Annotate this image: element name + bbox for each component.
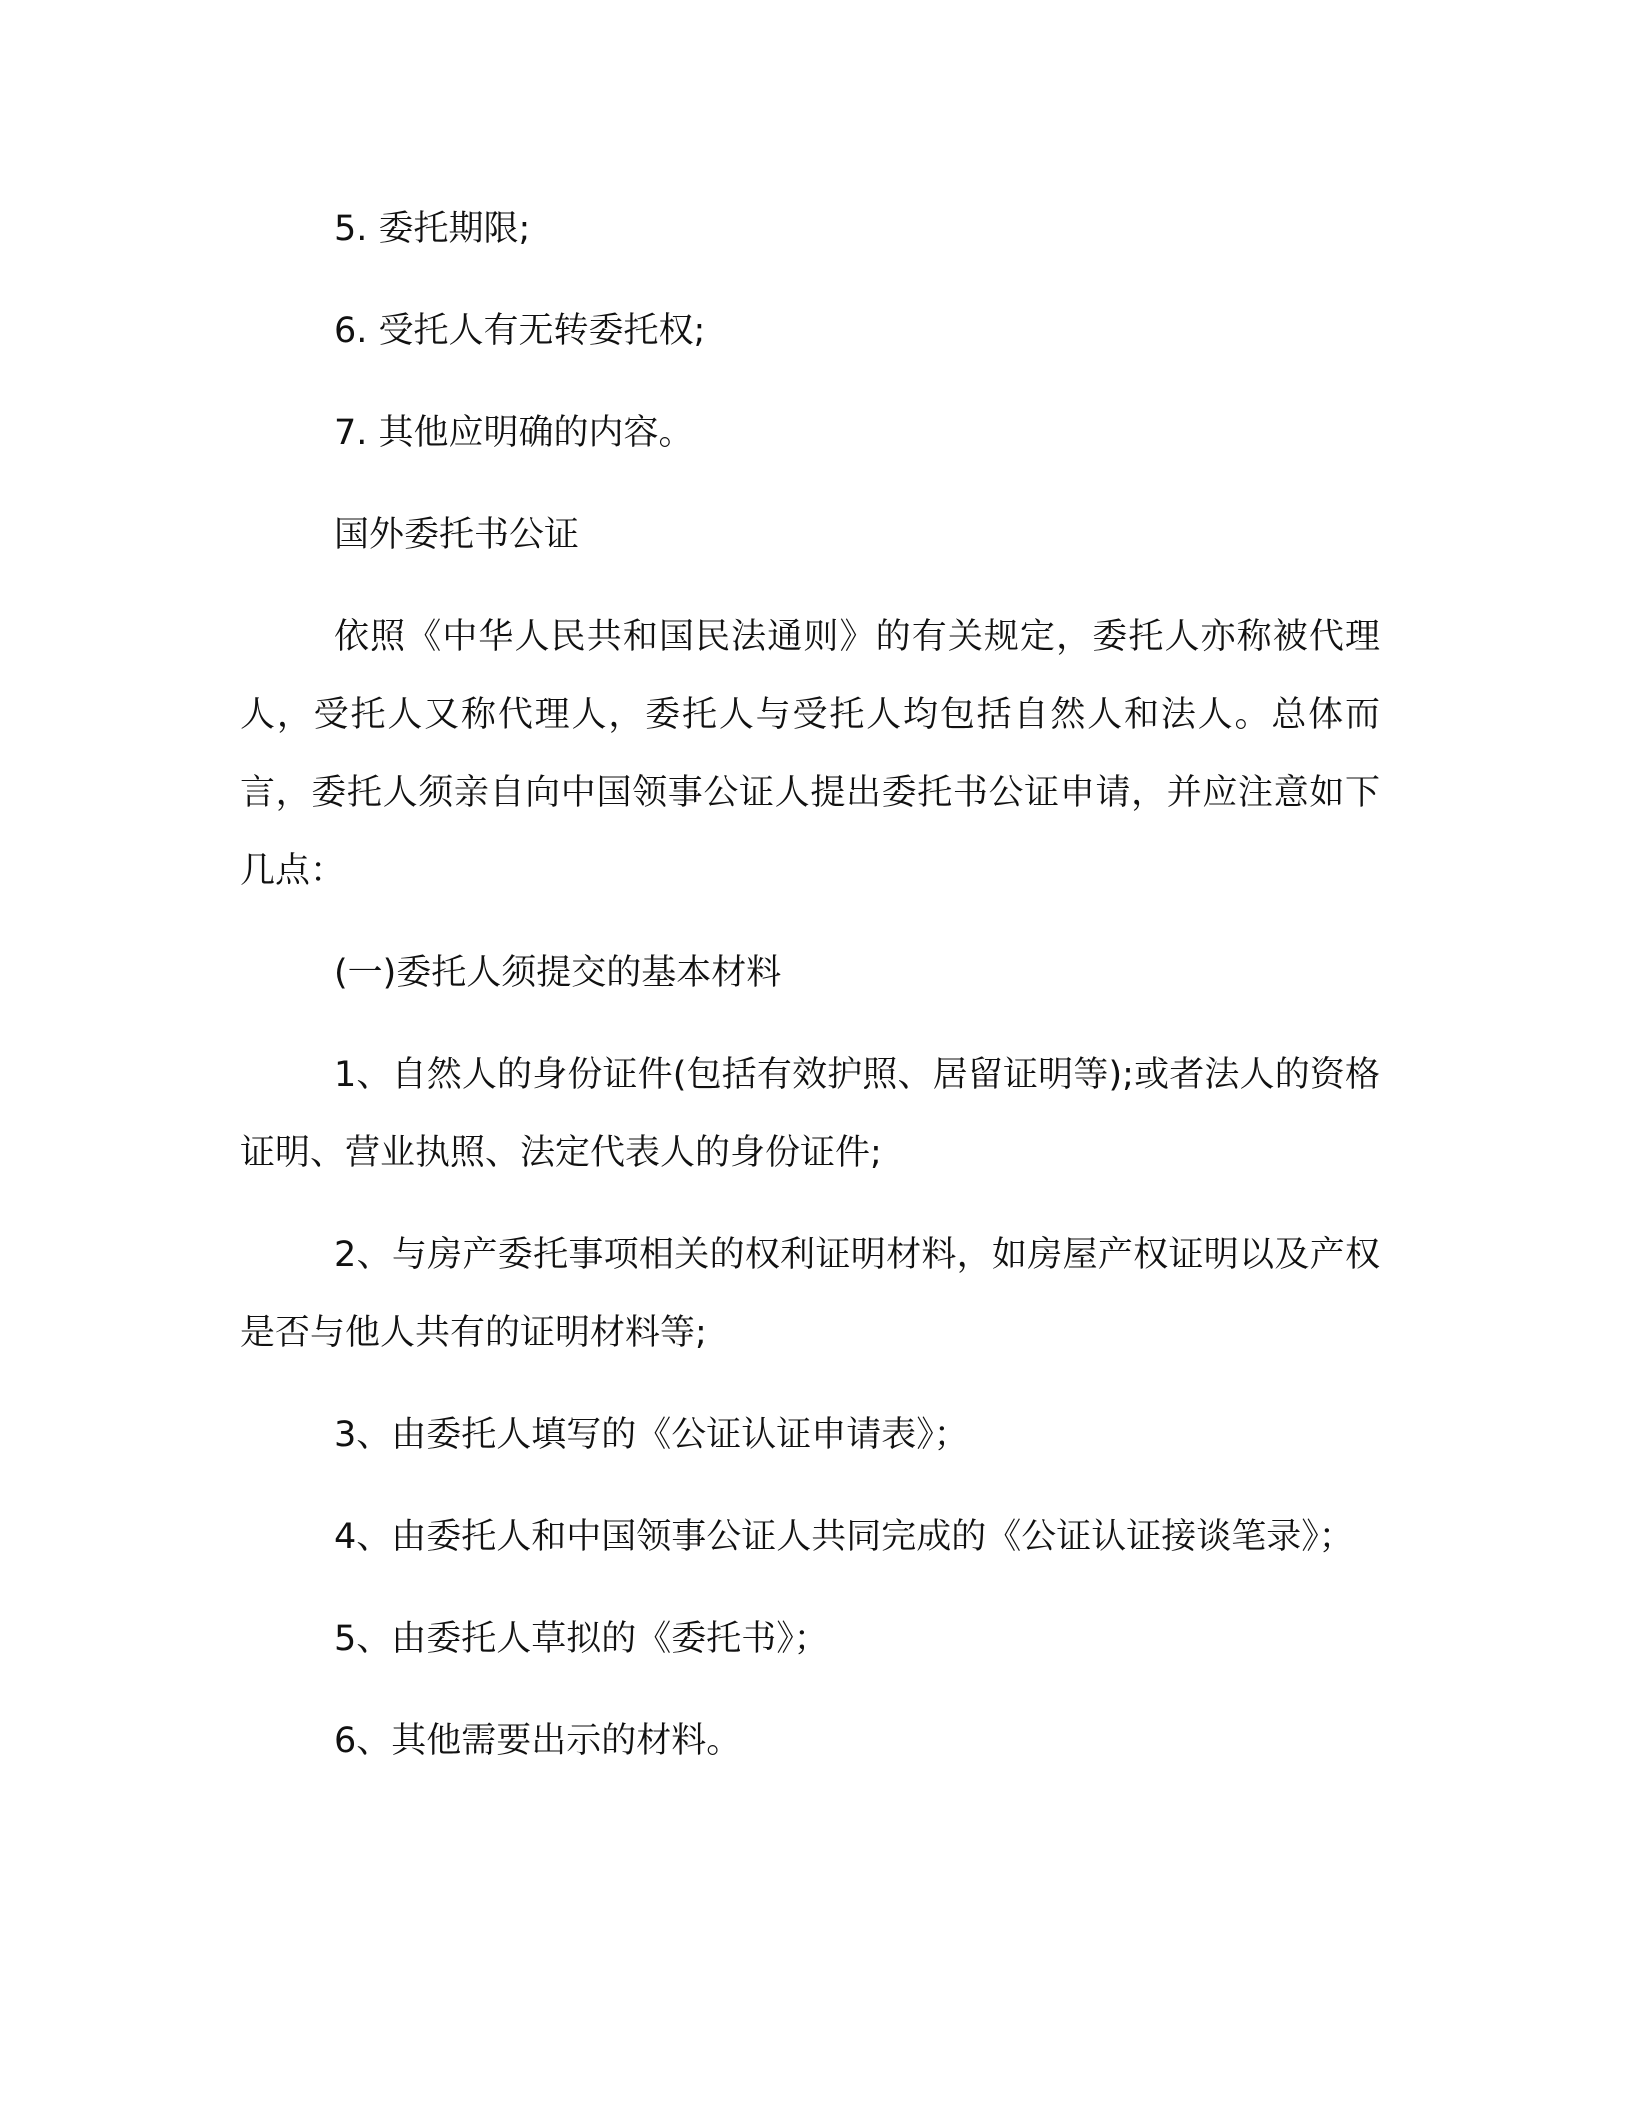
material-item-1: 1、自然人的身份证件(包括有效护照、居留证明等);或者法人的资格证明、营业执照、法定代表人的身份证件; <box>240 1055 1380 1173</box>
subsection-heading: (一)委托人须提交的基本材料 <box>334 953 782 993</box>
list-item-sub-delegation: 6. 受托人有无转委托权; <box>334 311 706 351</box>
material-item-2: 2、与房产委托事项相关的权利证明材料，如房屋产权证明以及产权是否与他人共有的证明材料等; <box>240 1235 1380 1353</box>
material-item-4: 4、由委托人和中国领事公证人共同完成的《公证认证接谈笔录》； <box>334 1517 1354 1557</box>
material-item-6: 6、其他需要出示的材料。 <box>334 1721 742 1761</box>
intro-paragraph: 依照《中华人民共和国民法通则》的有关规定，委托人亦称被代理人，受托人又称代理人，委托人与受托人均包括自然人和法人。总体而言，委托人须亲自向中国领事公证人提出委托书公证申请，并应注意如下几点： <box>240 617 1380 891</box>
document-body <box>240 190 1380 1804</box>
list-item-other-content: 7. 其他应明确的内容。 <box>334 413 694 453</box>
material-item-3: 3、由委托人填写的《公证认证申请表》； <box>334 1415 969 1455</box>
material-item-5: 5、由委托人草拟的《委托书》； <box>334 1619 829 1659</box>
section-heading: 国外委托书公证 <box>334 515 580 555</box>
list-item-entrust-period: 5. 委托期限; <box>334 209 531 249</box>
